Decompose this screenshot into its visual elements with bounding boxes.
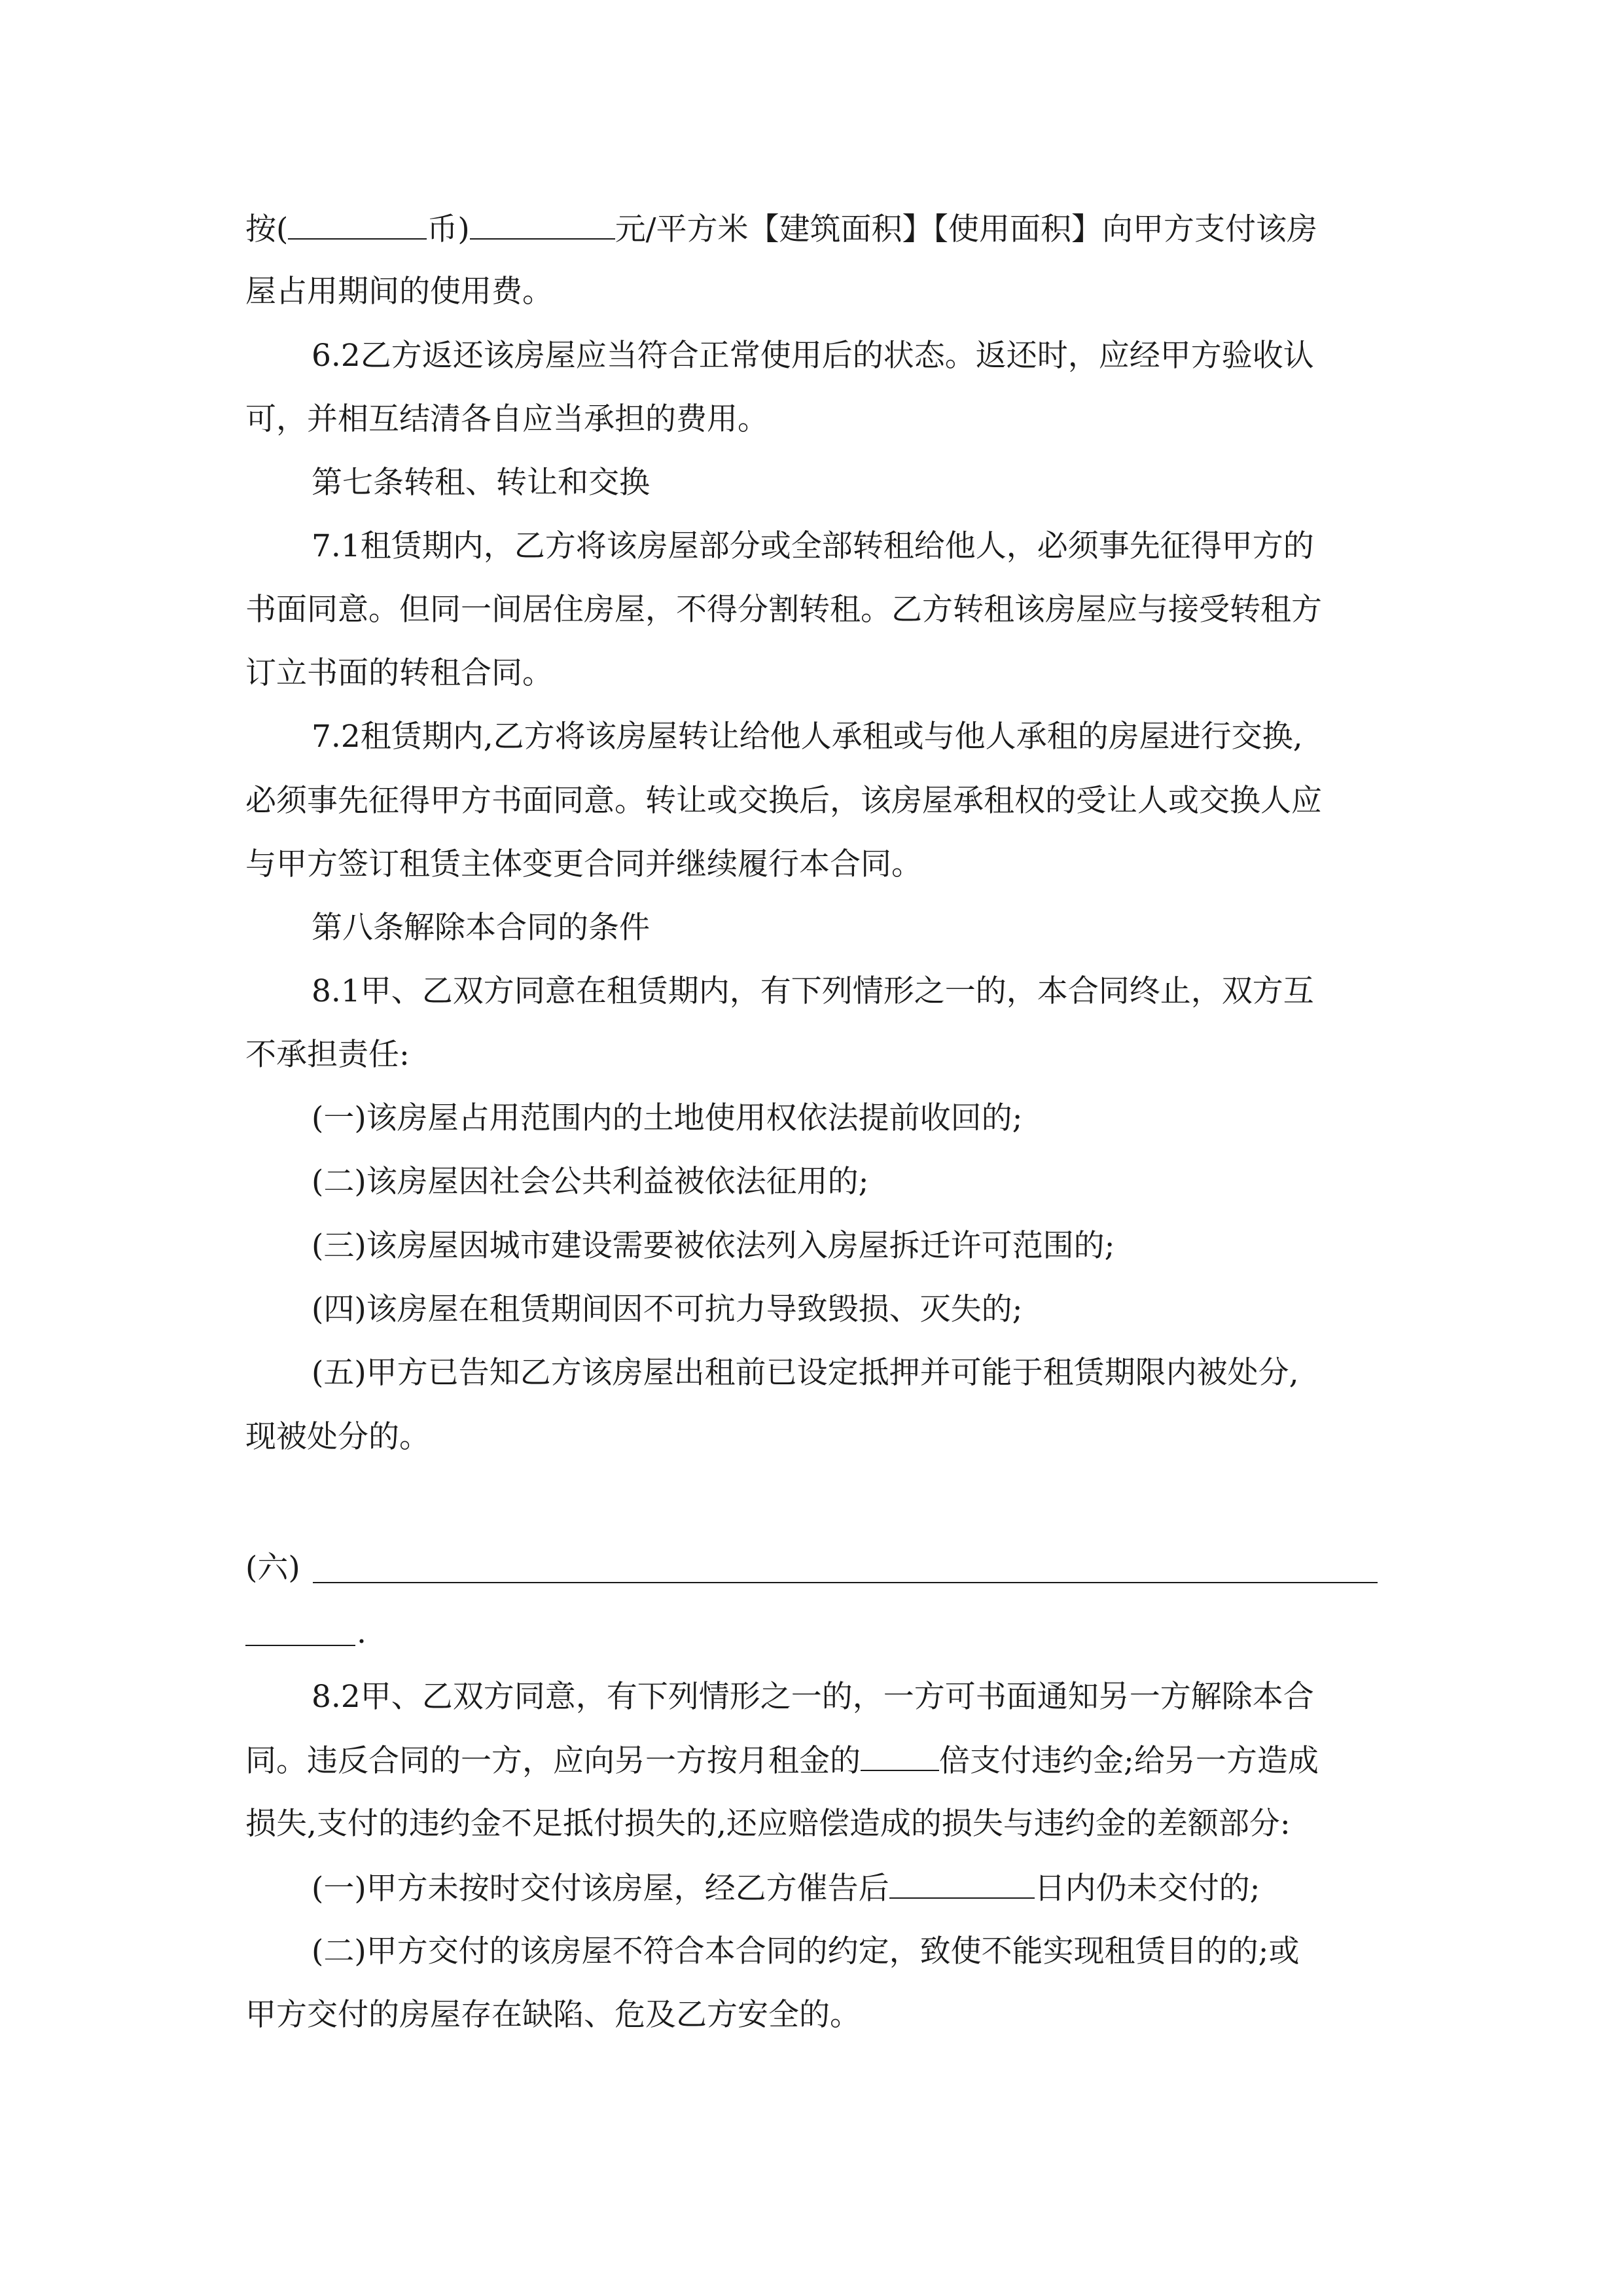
text-line: 现被处分的。 [245, 1419, 430, 1455]
text-segment: (一)甲方未按时交付该房屋，经乙方催告后 [312, 1871, 889, 1907]
text-segment: 倍支付违约金;给另一方造成 [939, 1743, 1319, 1779]
text-line: (三)该房屋因城市建设需要被依法列入房屋拆迁许可范围的; [312, 1228, 1115, 1264]
text-line: 可，并相互结清各自应当承担的费用。 [245, 401, 768, 437]
text-line: 必须事先征得甲方书面同意。转让或交换后，该房屋承租权的受让人或交换人应 [245, 783, 1322, 819]
text-line: 不承担责任: [245, 1037, 410, 1073]
text-line: (六) [245, 1550, 300, 1586]
fill-in-blank [313, 1582, 1378, 1583]
text-line [245, 1741, 1319, 1780]
section-heading: 第七条转租、转让和交换 [312, 465, 650, 501]
text-line: 甲方交付的房屋存在缺陷、危及乙方安全的。 [245, 1997, 861, 2033]
fill-in-blank [288, 209, 427, 240]
text-segment: 币) [427, 211, 470, 247]
text-segment: 元/平方米【建筑面积】【使用面积】向甲方支付该房 [615, 211, 1318, 247]
text-line: 损失,支付的违约金不足抵付损失的,还应赔偿造成的损失与违约金的差额部分: [245, 1806, 1291, 1842]
text-line [245, 209, 1317, 249]
text-line: (五)甲方已告知乙方该房屋出租前已设定抵押并可能于租赁期限内被处分, [312, 1355, 1299, 1391]
text-line: (二)甲方交付的该房屋不符合本合同的约定，致使不能实现租赁目的的;或 [312, 1933, 1300, 1969]
section-heading: 第八条解除本合同的条件 [312, 910, 650, 946]
text-segment: . [357, 1615, 366, 1651]
text-line: 6.2乙方返还该房屋应当符合正常使用后的状态。返还时，应经甲方验收认 [312, 338, 1314, 374]
text-segment: 同。违反合同的一方，应向另一方按月租金的 [245, 1743, 861, 1779]
text-segment: 按( [245, 211, 289, 247]
text-line [312, 1869, 1260, 1908]
text-line: 与甲方签订租赁主体变更合同并继续履行本合同。 [245, 846, 922, 882]
text-line: 7.1租赁期内，乙方将该房屋部分或全部转租给他人，必须事先征得甲方的 [312, 528, 1314, 564]
fill-in-blank [889, 1869, 1035, 1899]
text-line: 订立书面的转租合同。 [245, 655, 553, 691]
fill-in-blank [245, 1645, 355, 1646]
fill-in-blank [470, 209, 615, 240]
text-line: 书面同意。但同一间居住房屋，不得分割转租。乙方转租该房屋应与接受转租方 [245, 592, 1322, 628]
text-line: (四)该房屋在租赁期间因不可抗力导致毁损、灭失的; [312, 1291, 1023, 1327]
text-line: 7.2租赁期内,乙方将该房屋转让给他人承租或与他人承租的房屋进行交换, [312, 719, 1303, 755]
text-line: 8.2甲、乙双方同意，有下列情形之一的，一方可书面通知另一方解除本合 [312, 1679, 1314, 1715]
text-line: (一)该房屋占用范围内的土地使用权依法提前收回的; [312, 1100, 1023, 1136]
text-line: (二)该房屋因社会公共利益被依法征用的; [312, 1164, 869, 1200]
text-line: 屋占用期间的使用费。 [245, 274, 553, 310]
fill-in-blank [861, 1741, 939, 1771]
text-segment: 日内仍未交付的; [1034, 1871, 1260, 1907]
text-line: 8.1甲、乙双方同意在租赁期内，有下列情形之一的，本合同终止，双方互 [312, 973, 1314, 1009]
